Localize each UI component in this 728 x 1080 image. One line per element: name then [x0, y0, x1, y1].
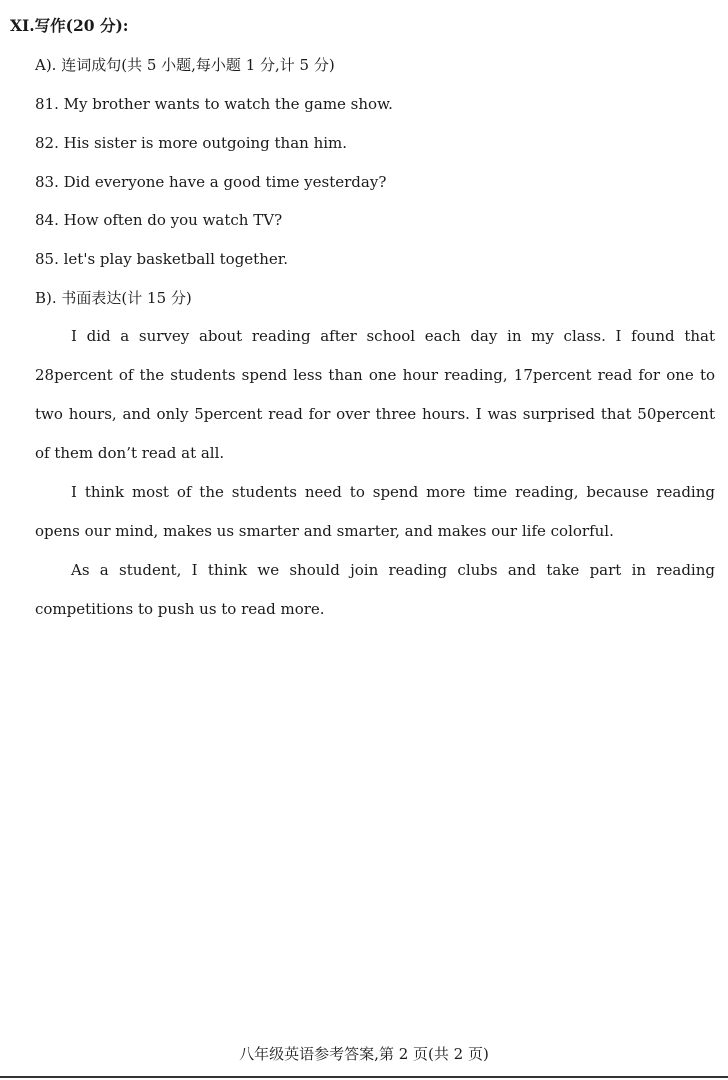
page-footer: 八年级英语参考答案,第 2 页(共 2 页) — [239, 1045, 489, 1063]
bottom-rule — [0, 1076, 728, 1078]
essay-paragraph-1: I did a survey about reading after school each day in my class. I found that 28percent of the students spend less than one hour reading, 17percent read for one to two hours, and only 5percent read for over three hours. I was surprised that 50percent of them don’t read at all. — [35, 327, 715, 462]
essay-paragraph-3: As a student, I think we should join reading clubs and take part in reading competitions to push us to read more. — [35, 561, 715, 618]
part-a-title: A). 连词成句(共 5 小题,每小题 1 分,计 5 分) — [35, 56, 335, 74]
answer-84: 84. How often do you watch TV? — [35, 211, 283, 229]
answer-81: 81. My brother wants to watch the game show. — [35, 95, 393, 113]
answer-85: 85. let's play basketball together. — [35, 250, 289, 268]
answer-83: 83. Did everyone have a good time yesterday? — [35, 173, 387, 191]
essay-paragraph-2: I think most of the students need to spend more time reading, because reading opens our mind, makes us smarter and smarter, and makes our life colorful. — [35, 483, 715, 540]
section-heading: XI.写作(20 分): — [10, 16, 129, 35]
part-b-title: B). 书面表达(计 15 分) — [35, 289, 192, 307]
answer-82: 82. His sister is more outgoing than him. — [35, 134, 348, 152]
